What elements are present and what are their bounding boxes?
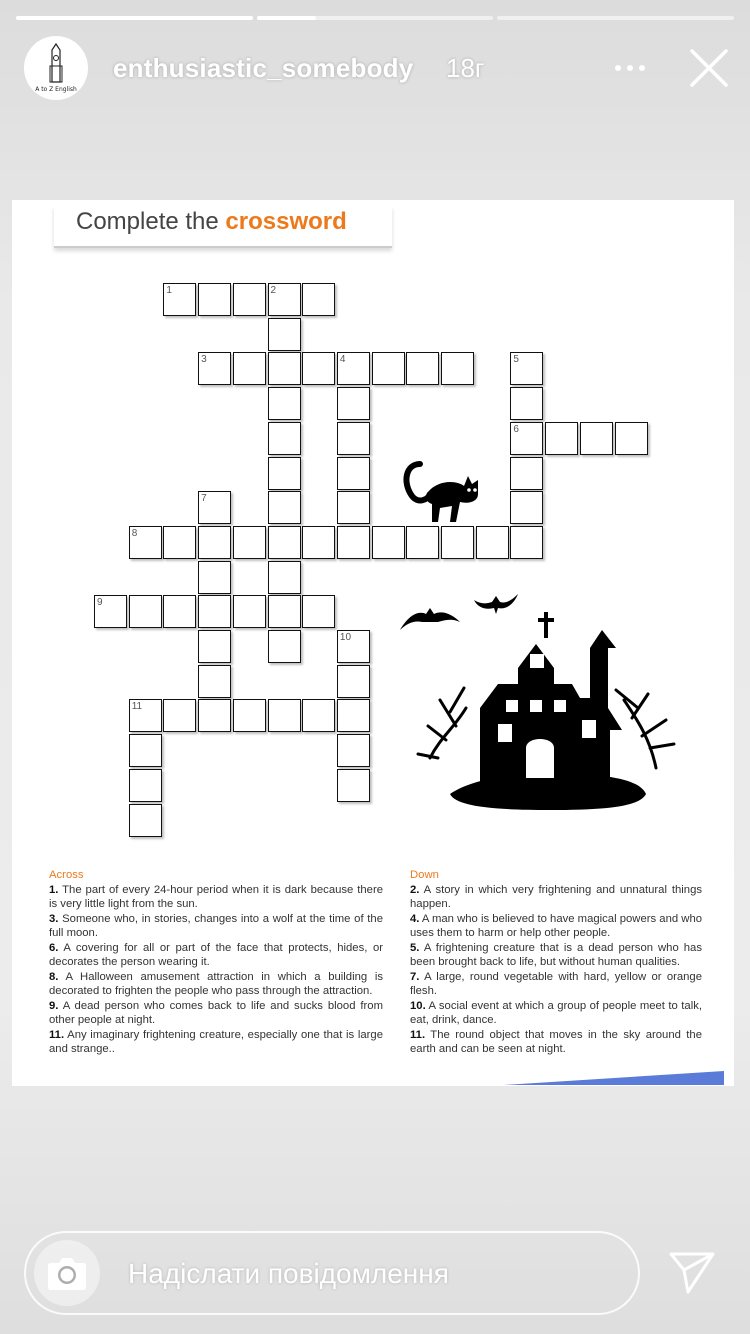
crossword-cell — [302, 352, 335, 385]
across-clue — [49, 970, 383, 999]
crossword-cell — [129, 595, 162, 628]
crossword-cell — [337, 491, 370, 524]
crossword-cell — [129, 769, 162, 802]
title-accent: crossword — [225, 208, 347, 235]
crossword-cell — [268, 318, 301, 351]
clue-text: The part of every 24-hour period when it is dark because there is very little light from the sun. — [49, 883, 383, 910]
across-clue — [49, 941, 383, 970]
across-clue — [49, 883, 383, 912]
crossword-cell — [337, 699, 370, 732]
across-clue — [49, 1028, 383, 1057]
crossword-cell — [233, 595, 266, 628]
crossword-cell — [129, 734, 162, 767]
crossword-cell — [198, 283, 231, 316]
crossword-cell — [337, 387, 370, 420]
clue-number: 9. — [49, 999, 59, 1012]
camera-icon — [47, 1255, 87, 1291]
down-clue — [410, 999, 702, 1028]
clue-number-9: 9 — [97, 597, 103, 609]
crossword-cell — [163, 699, 196, 732]
crossword-cell — [337, 769, 370, 802]
crossword-cell — [268, 699, 301, 732]
crossword-cell — [302, 699, 335, 732]
crossword-cell — [268, 387, 301, 420]
crossword-cell — [372, 352, 405, 385]
avatar-text: A to Z English — [35, 86, 77, 93]
crossword-cell — [268, 595, 301, 628]
clue-number: 7. — [410, 970, 420, 983]
crossword-cell — [198, 699, 231, 732]
crossword-cell — [198, 630, 231, 663]
clue-number-5: 5 — [513, 354, 519, 366]
clue-number-2: 2 — [270, 285, 277, 296]
clue-number-10: 10 — [339, 632, 352, 643]
clue-number-7: 7 — [201, 493, 207, 505]
clue-number: 6. — [49, 941, 59, 954]
crossword-cell — [337, 526, 370, 559]
worksheet-image — [12, 200, 734, 1086]
down-clues — [410, 868, 702, 1057]
crossword-cell — [198, 526, 231, 559]
cat-icon — [398, 456, 484, 524]
crossword-cell — [233, 526, 266, 559]
crossword-cell — [268, 422, 301, 455]
crossword-cell — [233, 699, 266, 732]
ellipsis-icon[interactable] — [610, 54, 650, 82]
crossword-cell — [510, 387, 543, 420]
crossword-cell — [129, 804, 162, 837]
clue-text: Someone who, in stories, changes into a wolf at the time of the full moon. — [49, 912, 383, 939]
clue-number: 3. — [49, 912, 59, 925]
crossword-cell — [406, 526, 439, 559]
crossword-cell — [337, 457, 370, 490]
crossword-cell — [268, 491, 301, 524]
clue-text: A social event at which a group of people meet to talk, eat, drink, dance. — [410, 999, 702, 1026]
time-ago: 18г — [446, 53, 485, 83]
story-progress-1 — [16, 16, 253, 20]
decorative-stripe — [504, 1071, 734, 1087]
crossword-cell — [476, 526, 509, 559]
haunted-house-icon — [410, 608, 686, 812]
crossword-cell — [268, 352, 301, 385]
clue-number: 5. — [410, 941, 420, 954]
crossword-cell — [372, 526, 405, 559]
clue-number: 1. — [49, 883, 59, 896]
across-clues — [49, 868, 383, 1057]
clue-text: A man who is believed to have magical powers and who uses them to harm or help other people. — [410, 912, 703, 939]
crossword-cell — [233, 283, 266, 316]
crossword-cell — [406, 352, 439, 385]
clue-text: The round object that moves in the sky around the earth and can be seen at night. — [410, 1028, 702, 1055]
crossword-cell — [615, 422, 648, 455]
clue-number: 8. — [49, 970, 59, 983]
message-placeholder[interactable]: Надіслати повідомлення — [128, 1258, 449, 1289]
clue-text: Any imaginary frightening creature, especially one that is large and strange.. — [49, 1028, 383, 1055]
across-clue — [49, 912, 383, 941]
title-plain: Complete the — [76, 208, 219, 235]
clue-text: A covering for all or part of the face that protects, hides, or decorates the person wearing it. — [49, 941, 383, 968]
across-heading: Across — [49, 869, 84, 881]
username[interactable]: enthusiastic_somebody — [113, 53, 414, 83]
across-clue — [49, 999, 383, 1028]
crossword-cell — [441, 526, 474, 559]
clue-text: A dead person who comes back to life and sucks blood from other people at night. — [49, 999, 383, 1026]
crossword-cell — [510, 491, 543, 524]
camera-button[interactable] — [34, 1240, 100, 1306]
crossword-cell — [268, 526, 301, 559]
close-icon[interactable] — [688, 47, 730, 89]
crossword-cell — [337, 422, 370, 455]
down-clue — [410, 1028, 702, 1057]
crossword-cell — [268, 630, 301, 663]
clue-number-6: 6 — [513, 423, 519, 435]
clue-number-3: 3 — [201, 354, 207, 366]
crossword-cell — [580, 422, 613, 455]
crossword-cell — [268, 457, 301, 490]
crossword-cell — [545, 422, 578, 455]
clue-number-11: 11 — [131, 701, 143, 713]
crossword-cell — [337, 734, 370, 767]
clue-text: A Halloween amusement attraction in which a building is decorated to frighten the people who pass through the attraction. — [49, 970, 383, 997]
clue-number: 11. — [49, 1028, 65, 1041]
avatar[interactable] — [24, 36, 88, 100]
crossword-cell — [163, 595, 196, 628]
clue-number: 4. — [410, 912, 420, 925]
crossword-cell — [302, 283, 335, 316]
send-icon[interactable] — [668, 1250, 716, 1294]
down-clue — [410, 883, 702, 912]
story-progress-2 — [257, 16, 493, 20]
clue-number: 2. — [410, 883, 420, 896]
down-heading: Down — [410, 869, 439, 881]
clue-number-8: 8 — [131, 527, 138, 539]
crossword-cell — [198, 665, 231, 698]
down-clue — [410, 941, 702, 970]
clue-text: A story in which very frightening and unnatural things happen. — [410, 883, 702, 910]
down-clue — [410, 912, 702, 941]
story-progress-3 — [497, 16, 734, 20]
crossword-cell — [337, 665, 370, 698]
clue-number: 11. — [410, 1028, 426, 1041]
crossword-cell — [302, 526, 335, 559]
crossword-cell — [510, 457, 543, 490]
down-clue — [410, 970, 702, 999]
clue-text: A large, round vegetable with hard, yellow or orange flesh. — [410, 970, 702, 997]
crossword-cell — [510, 526, 543, 559]
crossword-cell — [198, 595, 231, 628]
clue-number-4: 4 — [339, 354, 346, 366]
crossword-cell — [163, 526, 196, 559]
clue-text: A frightening creature that is a dead person who has been brought back to life, but without human qualities. — [410, 941, 702, 968]
crossword-cell — [268, 561, 301, 594]
crossword-cell — [198, 561, 231, 594]
logo-icon — [24, 36, 88, 100]
crossword-cell — [233, 352, 266, 385]
crossword-cell — [302, 595, 335, 628]
worksheet-title — [76, 208, 347, 236]
clue-number: 10. — [410, 999, 426, 1012]
clue-number-1: 1 — [166, 285, 172, 296]
crossword-cell — [441, 352, 474, 385]
